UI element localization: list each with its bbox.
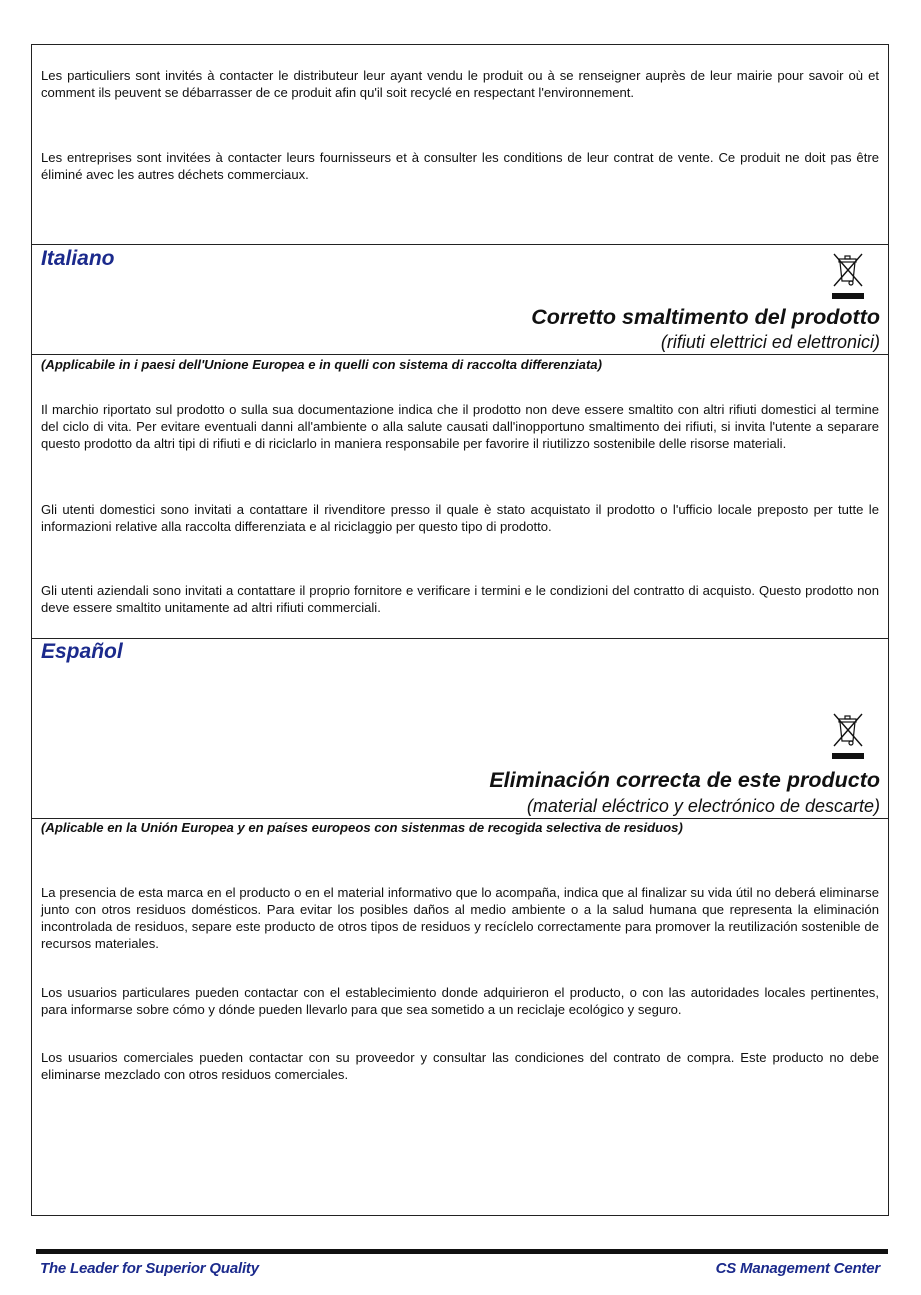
italian-paragraph-2: Gli utenti domestici sono invitati a contattare il rivenditore presso il quale è stato acquistato il prodotto o l'ufficio locale preposto per tutte le informazioni relative alla raccolta differenziata e al riciclaggio per questo tipo di prodotto. bbox=[41, 502, 879, 534]
weee-bin-icon bbox=[831, 250, 865, 300]
section-spanish bbox=[32, 639, 888, 1217]
italian-title: Corretto smaltimento del prodotto bbox=[531, 305, 880, 329]
spanish-paragraph-1: La presencia de esta marca en el producto o en el material informativo que lo acompaña, indica que al finalizar su vida útil no deberá eliminarse junto con otros residuos domésticos. Para evitar los posibles daños al medio ambiente o a la salud humana que representa la eliminación incontrolada de residuos, separe este producto de otros tipos de residuos y recíclelo correctamente para promover la reutilización sostenible de recursos materiales. bbox=[41, 885, 879, 951]
footer-tagline: The Leader for Superior Quality bbox=[40, 1260, 259, 1277]
italian-paragraph-1: Il marchio riportato sul prodotto o sulla sua documentazione indica che il prodotto non deve essere smaltito con altri rifiuti domestici al termine del ciclo di vita. Per evitare eventuali danni all'ambiente o alla salute causati dall'inopportuno smaltimento dei rifiuti, si invita l'utente a separare questo prodotto da altri tipi di rifiuti e di riciclarlo in maniera responsabile per favorire il riutilizzo sostenibile delle risorse materiali. bbox=[41, 402, 879, 451]
weee-bin-icon bbox=[831, 710, 865, 760]
spanish-paragraph-2: Los usuarios particulares pueden contactar con el establecimiento donde adquirieron el producto, o con las autoridades locales pertinentes, para informarse sobre cómo y dónde pueden llevarlo para que sea sometido a un reciclaje ecológico y seguro. bbox=[41, 985, 879, 1017]
italian-divider bbox=[32, 354, 888, 355]
spanish-subtitle: (material eléctrico y electrónico de descarte) bbox=[526, 796, 880, 816]
spanish-applicability: (Aplicable en la Unión Europea y en países europeos con sistenmas de recogida selectiva de residuos) bbox=[41, 820, 683, 835]
section-italian bbox=[32, 245, 888, 639]
italian-applicability: (Applicabile in i paesi dell'Unione Europea e in quelli con sistema di raccolta differenziata) bbox=[41, 357, 602, 372]
spanish-paragraph-3: Los usuarios comerciales pueden contactar con su proveedor y consultar las condiciones del contrato de compra. Este producto no debe eliminarse mezclado con otros residuos comerciales. bbox=[41, 1050, 879, 1082]
italian-paragraph-3: Gli utenti aziendali sono invitati a contattare il proprio fornitore e verificare i termini e le condizioni del contratto di acquisto. Questo prodotto non deve essere smaltito unitamente ad altri rifiuti commerciali. bbox=[41, 583, 879, 615]
spanish-language-heading: Español bbox=[41, 640, 123, 663]
french-paragraph-1: Les particuliers sont invités à contacter le distributeur leur ayant vendu le produit ou à se renseigner auprès de leur mairie pour savoir où et comment ils peuvent se débarrasser de ce produit afin qu'il soit recyclé en respectant l'environnement. bbox=[41, 68, 879, 100]
section-french bbox=[32, 45, 888, 245]
footer-department: CS Management Center bbox=[715, 1260, 880, 1277]
document-frame bbox=[31, 44, 889, 1216]
french-paragraph-2: Les entreprises sont invitées à contacter leurs fournisseurs et à consulter les conditions de leur contrat de vente. Ce produit ne doit pas être éliminé avec les autres déchets commerciaux. bbox=[41, 150, 879, 182]
italian-language-heading: Italiano bbox=[41, 247, 115, 270]
spanish-title: Eliminación correcta de este producto bbox=[489, 768, 880, 792]
italian-subtitle: (rifiuti elettrici ed elettronici) bbox=[660, 332, 880, 352]
footer-rule bbox=[36, 1249, 888, 1254]
